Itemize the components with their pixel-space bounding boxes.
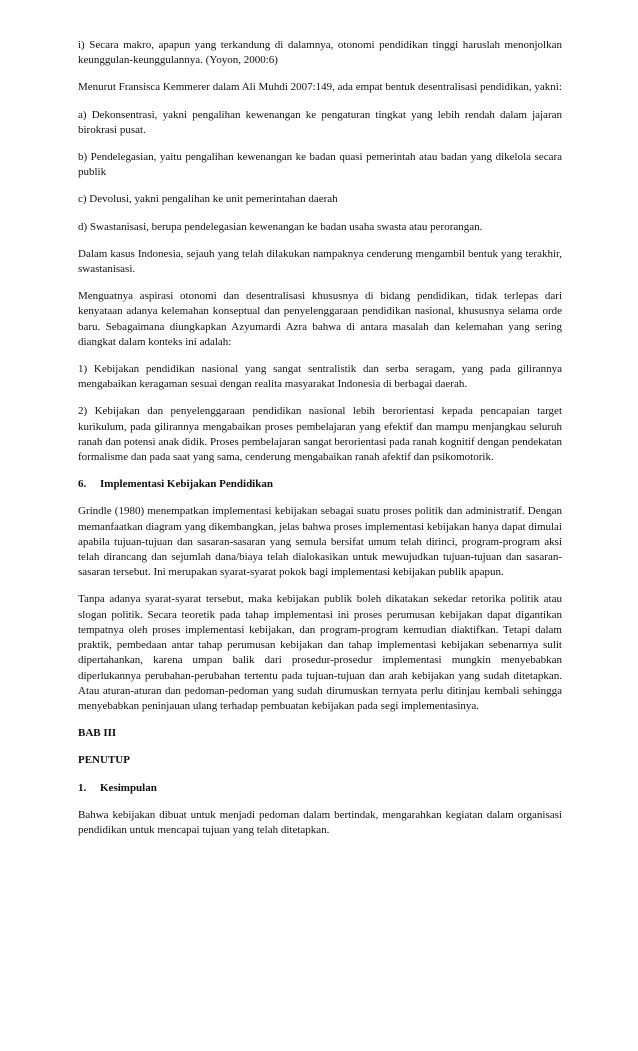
section-title: Kesimpulan — [100, 781, 157, 794]
list-item: d) Swastanisasi, berupa pendelegasian kewenangan ke badan usaha swasta atau perorangan. — [78, 220, 483, 233]
chapter-label: BAB III — [78, 727, 117, 740]
paragraph: Menurut Fransisca Kemmerer dalam Ali Muhdi 2007:149, ada empat bentuk desentralisasi pendidikan, yakni: — [78, 81, 562, 94]
paragraph: Menguatnya aspirasi otonomi dan desentralisasi khususnya di bidang pendidikan, tidak terlepas dari kenyataan adanya kelemahan konseptual dan penyelenggaraan pendidikan nasional, khususnya selama orde baru. Sebagaimana diungkapkan Azyumardi Azra bahwa di antara masalah dan kelemahan yang sering diangkat dalam konteks ini adalah: — [78, 290, 562, 348]
chapter-title: PENUTUP — [78, 754, 130, 767]
paragraph: Dalam kasus Indonesia, sejauh yang telah dilakukan nampaknya cenderung mengambil bentuk yang terakhir, swastanisasi. — [78, 247, 562, 276]
paragraph: i) Secara makro, apapun yang terkandung di dalamnya, otonomi pendidikan tinggi haruslah menonjolkan keunggulan-keunggulannya. (Yoyon, 2000:6) — [78, 39, 562, 67]
list-item: 2) Kebijakan dan penyelenggaraan pendidikan nasional lebih berorientasi kepada pencapaian target kurikulum, pada gilirannya mengabaikan proses pembelajaran yang efektif dan mampu menjangkau seluruh ranah dan potensi anak didik. Proses pembelajaran sangat berorientasi pada ranah kognitif dengan pendekatan formalisme dan pada saat yang sama, cenderung mengabaikan ranah afektif dan psikomotorik. — [78, 405, 562, 464]
list-item: b) Pendelegasian, yaitu pengalihan kewenangan ke badan quasi pemerintah atau badan yang dikelola secara publik — [78, 151, 562, 179]
section-heading — [78, 477, 562, 492]
paragraph: Tanpa adanya syarat-syarat tersebut, maka kebijakan publik boleh dikatakan sekedar retorika politik atau slogan politik. Secara teoretik pada tahap implementasi ini proses perumusan kebijakan dapat digantikan tempatnya oleh proses implementasi kebijakan, dan program-program kemudian diaktifkan. Tetapi dalam praktik, pembedaan antar tahap perumusan kebijakan dan tahap implementasi kebijakan sebenarnya sulit dipertahankan, karena umpan balik dari prosedur-prosedur implementasi mungkin menyebabkan diperlukannya perubahan-perubahan tertentu pada tujuan-tujuan dan arah kebijakan yang sudah ditetapkan. Atau aturan-aturan dan pedoman-pedoman yang sudah dirumuskan ternyata perlu ditinjau kembali sehingga menyebabkan peninjauan ulang terhadap pembuatan kebijakan pada segi implementasinya. — [78, 593, 562, 712]
list-item: 1) Kebijakan pendidikan nasional yang sangat sentralistik dan serba seragam, yang pada gilirannya mengabaikan keragaman sesuai dengan realita masyarakat Indonesia di berbagai daerah. — [78, 363, 562, 391]
paragraph: Bahwa kebijakan dibuat untuk menjadi pedoman dalam bertindak, mengarahkan kegiatan dalam organisasi pendidikan untuk mencapai tujuan yang telah ditetapkan. — [78, 808, 562, 836]
section-number: 6. — [78, 478, 87, 491]
paragraph: Grindle (1980) menempatkan implementasi kebijakan sebagai suatu proses politik dan administratif. Dengan memanfaatkan diagram yang dikembangkan, jelas bahwa proses implementasi kebijakan hanya dapat dimulai apabila tujuan-tujuan dan sasaran-sasaran yang semula bersifat umum telah dirinci, program-program aksi telah dirancang dan sejumlah dana/biaya telah dialokasikan untuk mewujudkan tujuan-tujuan dan sasaran-sasaran tersebut. Ini merupakan syarat-syarat pokok bagi implementasi kebijakan publik apapun. — [78, 505, 562, 579]
section-number: 1. — [78, 781, 87, 794]
document-page — [78, 38, 562, 838]
list-item: c) Devolusi, yakni pengalihan ke unit pemerintahan daerah — [78, 193, 338, 206]
list-item: a) Dekonsentrasi, yakni pengalihan kewenangan ke pengaturan tingkat yang lebih rendah dalam jajaran birokrasi pusat. — [78, 108, 562, 136]
section-heading — [78, 781, 562, 796]
section-title: Implementasi Kebijakan Pendidikan — [100, 478, 273, 491]
